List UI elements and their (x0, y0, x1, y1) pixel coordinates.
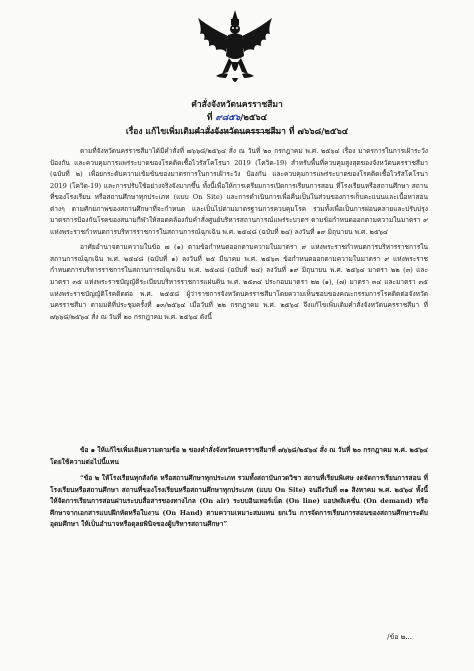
header-divider (193, 132, 281, 133)
garuda-emblem-icon (192, 8, 278, 88)
quoted-clause (50, 473, 428, 531)
order-subject: เรื่อง แก้ไขเพิ่มเติมคำสั่งจังหวัดนครราชสีมา ที่ ๗๖๖๘/๒๕๖๔ (125, 127, 349, 137)
order-number-prefix: ที่ (206, 113, 213, 123)
order-number-handwritten: ๙๘๕๖ (215, 113, 241, 123)
body-paragraph-2: อาศัยอำนาจตามความในข้อ ๗ (๑) ตามข้อกำหนดออกตามความในมาตรา ๙ แห่งพระราชกำหนดการบริหารราชการในสถานการณ์ฉุกเฉิน พ.ศ. ๒๕๔๘ (ฉบับที่ ๑) ลงวันที่ ๒๕ มีนาคม พ.ศ. ๒๕๖๓ ข้อกำหนดออกตามความในมาตรา ๙ แห่งพระราชกำหนดการบริหารราชการในสถานการณ์ฉุกเฉิน พ.ศ. ๒๕๔๘ (ฉบับที่ ๒๔) ลงวันที่ ๑๙ มิถุนายน พ.ศ. ๒๕๖๔ มาตรา ๒๒ (๓) และมาตรา ๓๕ แห่งพระราชบัญญัติระเบียบบริหารราชการแผ่นดิน พ.ศ. ๒๕๓๔ ประกอบมาตรา ๒๒ (๑), (๗) มาตรา ๓๔ และมาตรา ๓๕ แห่งพระราชบัญญัติโรคติดต่อ พ.ศ. ๒๕๕๘ ผู้ว่าราชการจังหวัดนครราชสีมาโดยความเห็นชอบของคณะกรรมการโรคติดต่อจังหวัดนครราชสีมา ตามมติที่ประชุมครั้งที่ ๑๓/๒๕๖๔ เมื่อวันที่ ๒๒ กรกฎาคม พ.ศ. ๒๕๖๔ จึงแก้ไขเพิ่มเติมคำสั่งจังหวัดนครราชสีมา ที่ ๗๖๖๘/๒๕๖๔ สั่ง ณ วันที่ ๒๐ กรกฎาคม พ.ศ. ๒๕๖๔ ดังนี้ (50, 243, 428, 321)
amendment-lead (50, 445, 428, 468)
quoted-clause-text: “ข้อ ๒ ให้โรงเรียนทุกสังกัด หรือสถานศึกษาทุกประเภท รวมทั้งสถาบันกวดวิชา สถานที่เรียนพิเศษ งดจัดการเรียนการสอน ที่โรงเรียนหรือสถานศึกษา สถานที่ของโรงเรียนหรือสถานศึกษาทุกประเภท (แบบ On Site) จนถึงวันที่ ๓๑ สิงหาคม พ.ศ. ๒๕๖๔ ทั้งนี้ ให้จัดการเรียนการสอนผ่านระบบสื่อสารของทางไกล (On air) ระบบอินเทอร์เน็ต (On line) แอปพลิเคชั่น (On demand) หรือศึกษาจากเอกสารแบบฝึกหัดหรือใบงาน (On Hand) ตามความเหมาะสมแทน ยกเว้น การจัดการเรียนการสอนของสถานศึกษาระดับอุดมศึกษา ให้เป็นอำนาจหรือดุลยพินิจของผู้บริหารสถานศึกษา” (50, 474, 428, 529)
amendment-lead-text: ข้อ ๑ ให้แก้ไขเพิ่มเติมความตามข้อ ๒ ของคำสั่งจังหวัดนครราชสีมาที่ ๗๖๖๘/๒๕๖๔ สั่ง ณ วันที่ ๒๐ กรกฎาคม พ.ศ. ๒๕๖๔ โดยใช้ความต่อไปนี้แทน (50, 446, 428, 466)
order-number (0, 110, 474, 124)
body-paragraph-1: ตามที่จังหวัดนครราชสีมาได้มีคำสั่งที่ ๗๖๖๘/๒๕๖๔ สั่ง ณ วันที่ ๒๐ กรกฎาคม พ.ศ. ๒๕๖๔ เรื่อง มาตรการในการเฝ้าระวัง ป้องกัน และควบคุมการแพร่ระบาดของโรคติดเชื้อไวรัสโคโรนา 2019 (โควิด-19) สำหรับพื้นที่ควบคุมสูงสุดของจังหวัดนครราชสีมา (ฉบับที่ ๒) เพื่อยกระดับความเข้มข้นของมาตรการในการเฝ้าระวัง ป้องกัน และควบคุมการแพร่ระบาดของโรคติดเชื้อไวรัสโคโรนา 2019 (โควิด-19) และการปรับใช้อย่างจริงจังมากขึ้น ทั้งนี้เพื่อให้การเตรียมการเปิดการเรียนการสอน ที่โรงเรียนหรือสถานศึกษา สถานที่ของโรงเรียน หรือสถานศึกษาทุกประเภท (แบบ On Site) และการดำเนินการเพื่อคืนเป็นในส่วนของการเก็บคะแนนและเนื้อหาสอนต่างๆ ตามศักยภาพของสถานศึกษาที่จะกำหนด และเป็นไปตามมาตรฐานการควบคุมโรค รวมทั้งเพื่อเป็นการผ่อนคลายและปรับปรุงมาตรการป้องกันโรคของสนามกีฬาให้สอดคล้องกับคำสั่งศูนย์บริหารสถานการณ์แพร่ระบาดฯ ตามข้อกำหนดออกตามความในมาตรา ๙ แห่งพระราชกำหนดการบริหารราชการในสถานการณ์ฉุกเฉิน พ.ศ. ๒๕๔๘ (ฉบับที่ ๒๔) ลงวันที่ ๑๙ มิถุนายน พ.ศ. ๒๕๖๔ (50, 147, 428, 236)
order-number-year: /๒๕๖๔ (240, 113, 268, 123)
order-title: คำสั่งจังหวัดนครราชสีมา (191, 100, 283, 110)
page-continuation: /ข้อ ๒... (387, 633, 412, 641)
body-text (50, 146, 428, 323)
